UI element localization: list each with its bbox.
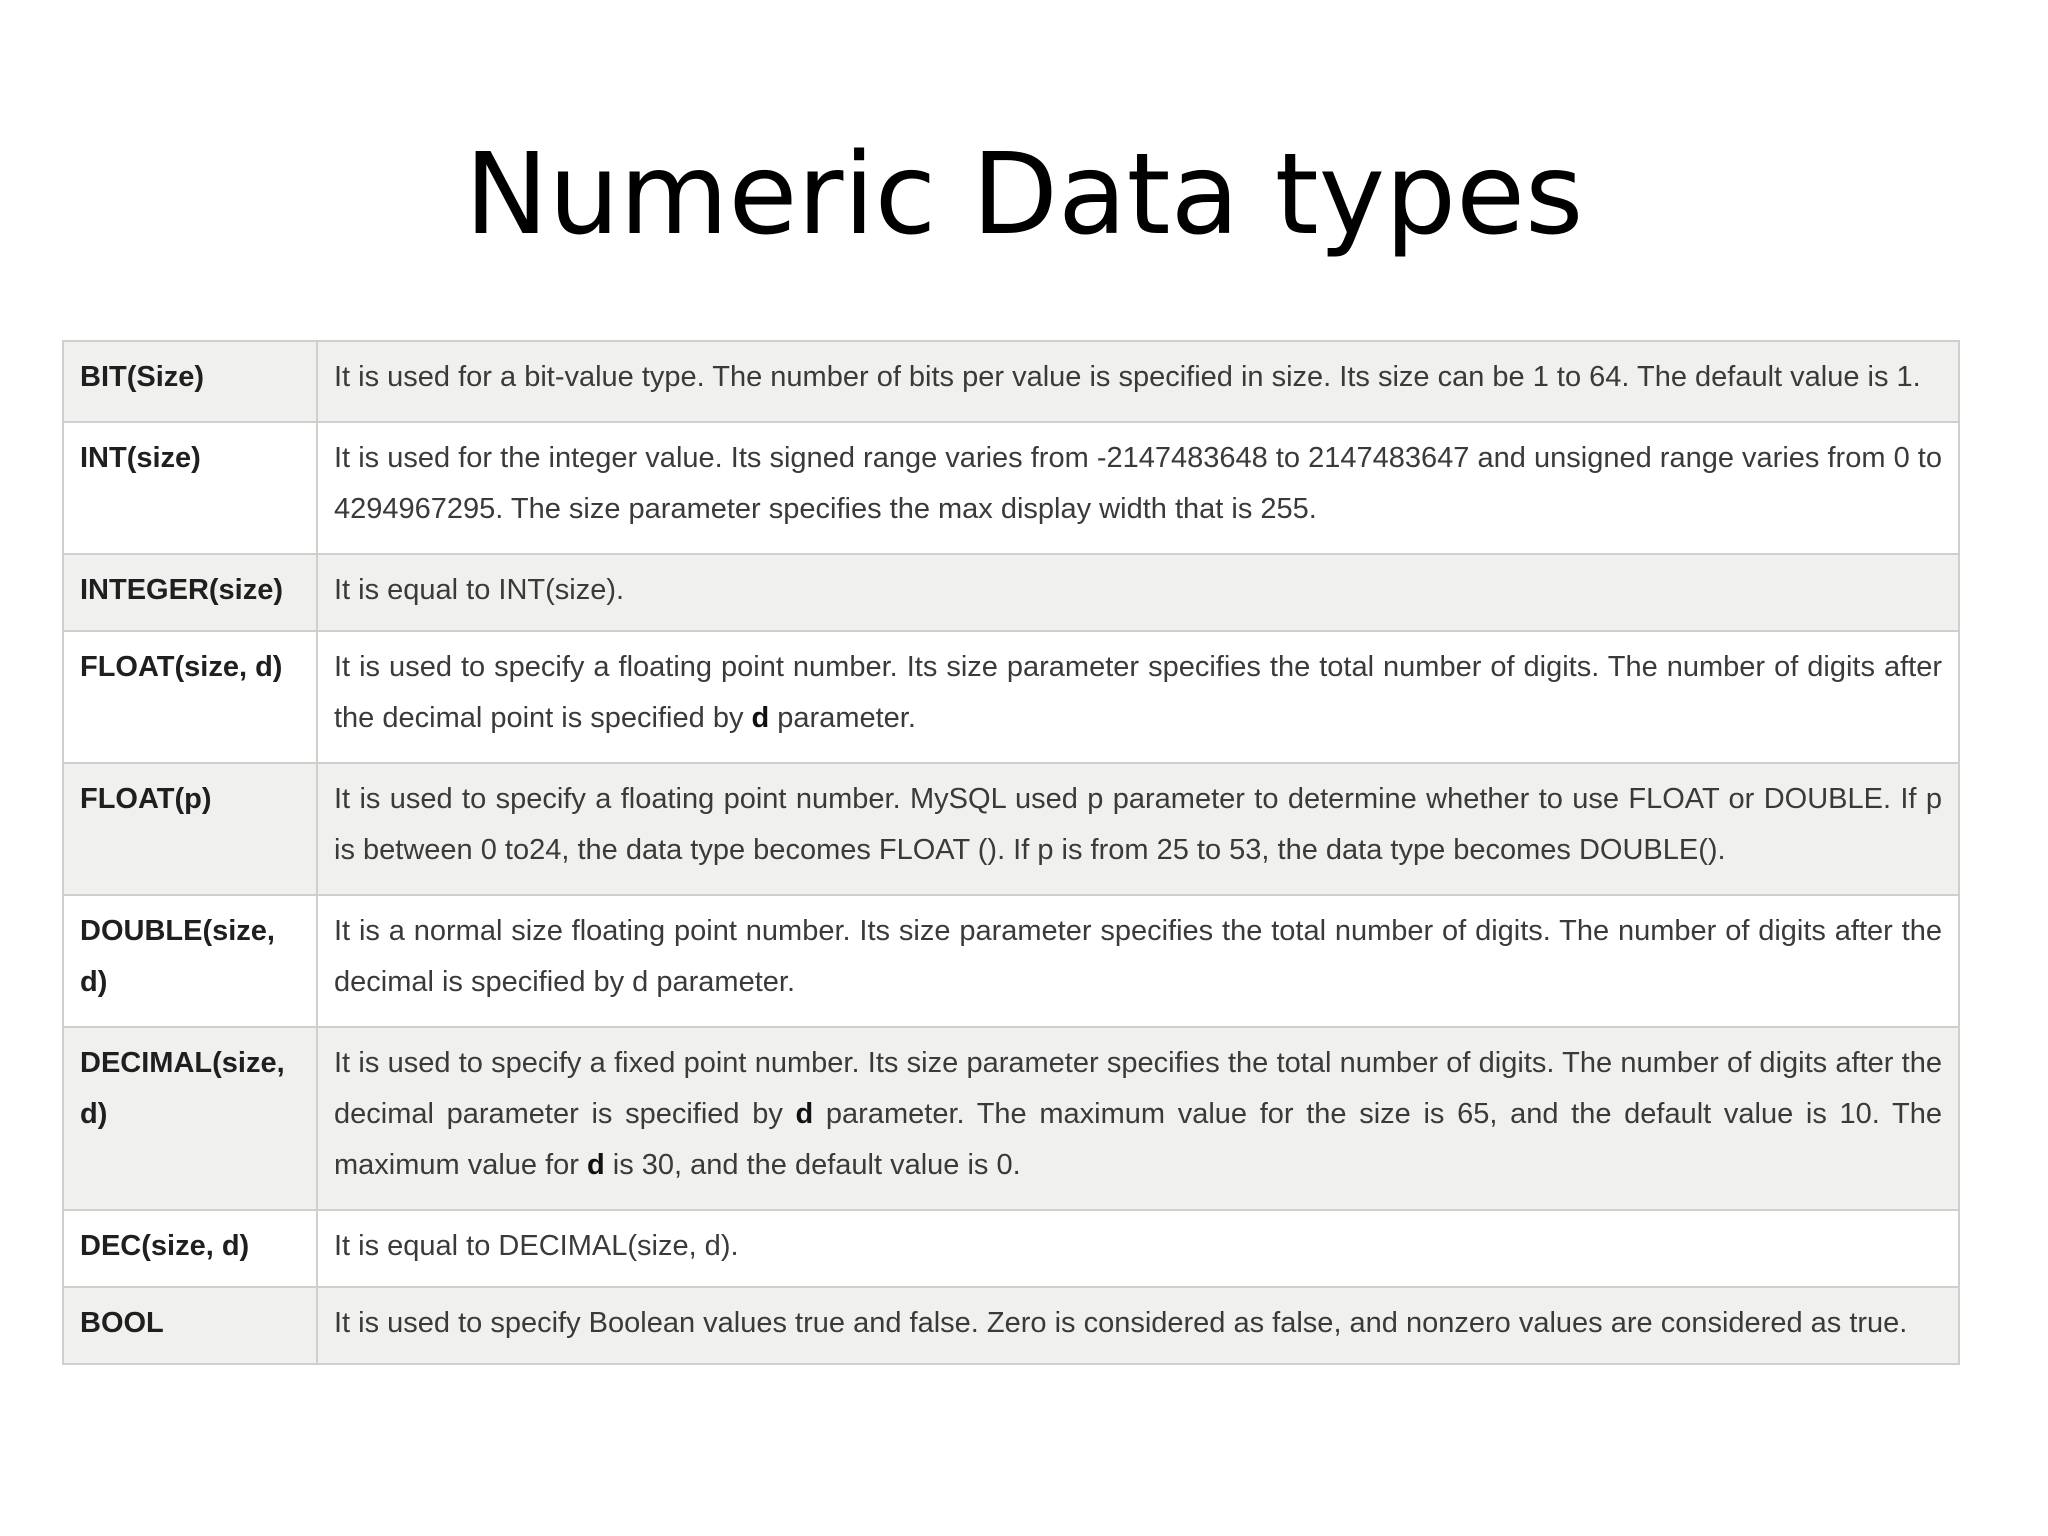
param-d: d bbox=[587, 1149, 605, 1181]
table-row-int bbox=[63, 422, 1959, 554]
description-text: is 30, and the default value is 0. bbox=[604, 1149, 1021, 1181]
param-d: d bbox=[751, 702, 770, 734]
table-row-dec bbox=[63, 1210, 1959, 1287]
table-row-float-size-d bbox=[63, 631, 1959, 763]
table-row-integer bbox=[63, 554, 1959, 631]
type-description: It is used for the integer value. Its signed range varies from -2147483648 to 2147483647 and unsigned range varies from 0 to 4294967295. The size parameter specifies the max display width that is 255. bbox=[317, 422, 1959, 554]
type-name: DOUBLE(size, d) bbox=[63, 895, 317, 1027]
description-text: It is used to specify a fixed point number. Its size parameter specifies the total number of digits. The number of digits after the decimal parameter is specified by bbox=[334, 1047, 1942, 1130]
table-row-bit bbox=[63, 341, 1959, 422]
table-row-decimal bbox=[63, 1027, 1959, 1210]
type-name: FLOAT(size, d) bbox=[63, 631, 317, 763]
type-name: BOOL bbox=[63, 1287, 317, 1364]
numeric-types-table bbox=[62, 340, 1960, 1365]
type-description: It is equal to DECIMAL(size, d). bbox=[317, 1210, 1959, 1287]
type-name: INT(size) bbox=[63, 422, 317, 554]
description-text: parameter. bbox=[769, 702, 916, 734]
type-description: It is used to specify Boolean values true and false. Zero is considered as false, and nonzero values are considered as true. bbox=[317, 1287, 1959, 1364]
description-text: It is used to specify a floating point number. Its size parameter specifies the total number of digits. The number of digits after the decimal point is specified by bbox=[334, 651, 1942, 734]
type-description: It is used to specify a floating point number. MySQL used p parameter to determine whether to use FLOAT or DOUBLE. If p is between 0 to24, the data type becomes FLOAT (). If p is from 25 to 53, the data type becomes DOUBLE(). bbox=[317, 763, 1959, 895]
table-row-bool bbox=[63, 1287, 1959, 1364]
table-row-double bbox=[63, 895, 1959, 1027]
param-d: d bbox=[795, 1098, 814, 1130]
type-description bbox=[317, 1027, 1959, 1210]
type-name: DEC(size, d) bbox=[63, 1210, 317, 1287]
type-name: BIT(Size) bbox=[63, 341, 317, 422]
type-description: It is used for a bit-value type. The number of bits per value is specified in size. Its size can be 1 to 64. The default value is 1. bbox=[317, 341, 1959, 422]
type-description bbox=[317, 631, 1959, 763]
type-description: It is a normal size floating point number. Its size parameter specifies the total number of digits. The number of digits after the decimal is specified by d parameter. bbox=[317, 895, 1959, 1027]
description-text: parameter. The maximum value for the size is 65, and the default value is 10. The maximum value for bbox=[334, 1098, 1942, 1181]
type-name: DECIMAL(size, d) bbox=[63, 1027, 317, 1210]
table-row-float-p bbox=[63, 763, 1959, 895]
type-name: INTEGER(size) bbox=[63, 554, 317, 631]
slide-title: Numeric Data types bbox=[464, 130, 1584, 260]
type-name: FLOAT(p) bbox=[63, 763, 317, 895]
type-description: It is equal to INT(size). bbox=[317, 554, 1959, 631]
